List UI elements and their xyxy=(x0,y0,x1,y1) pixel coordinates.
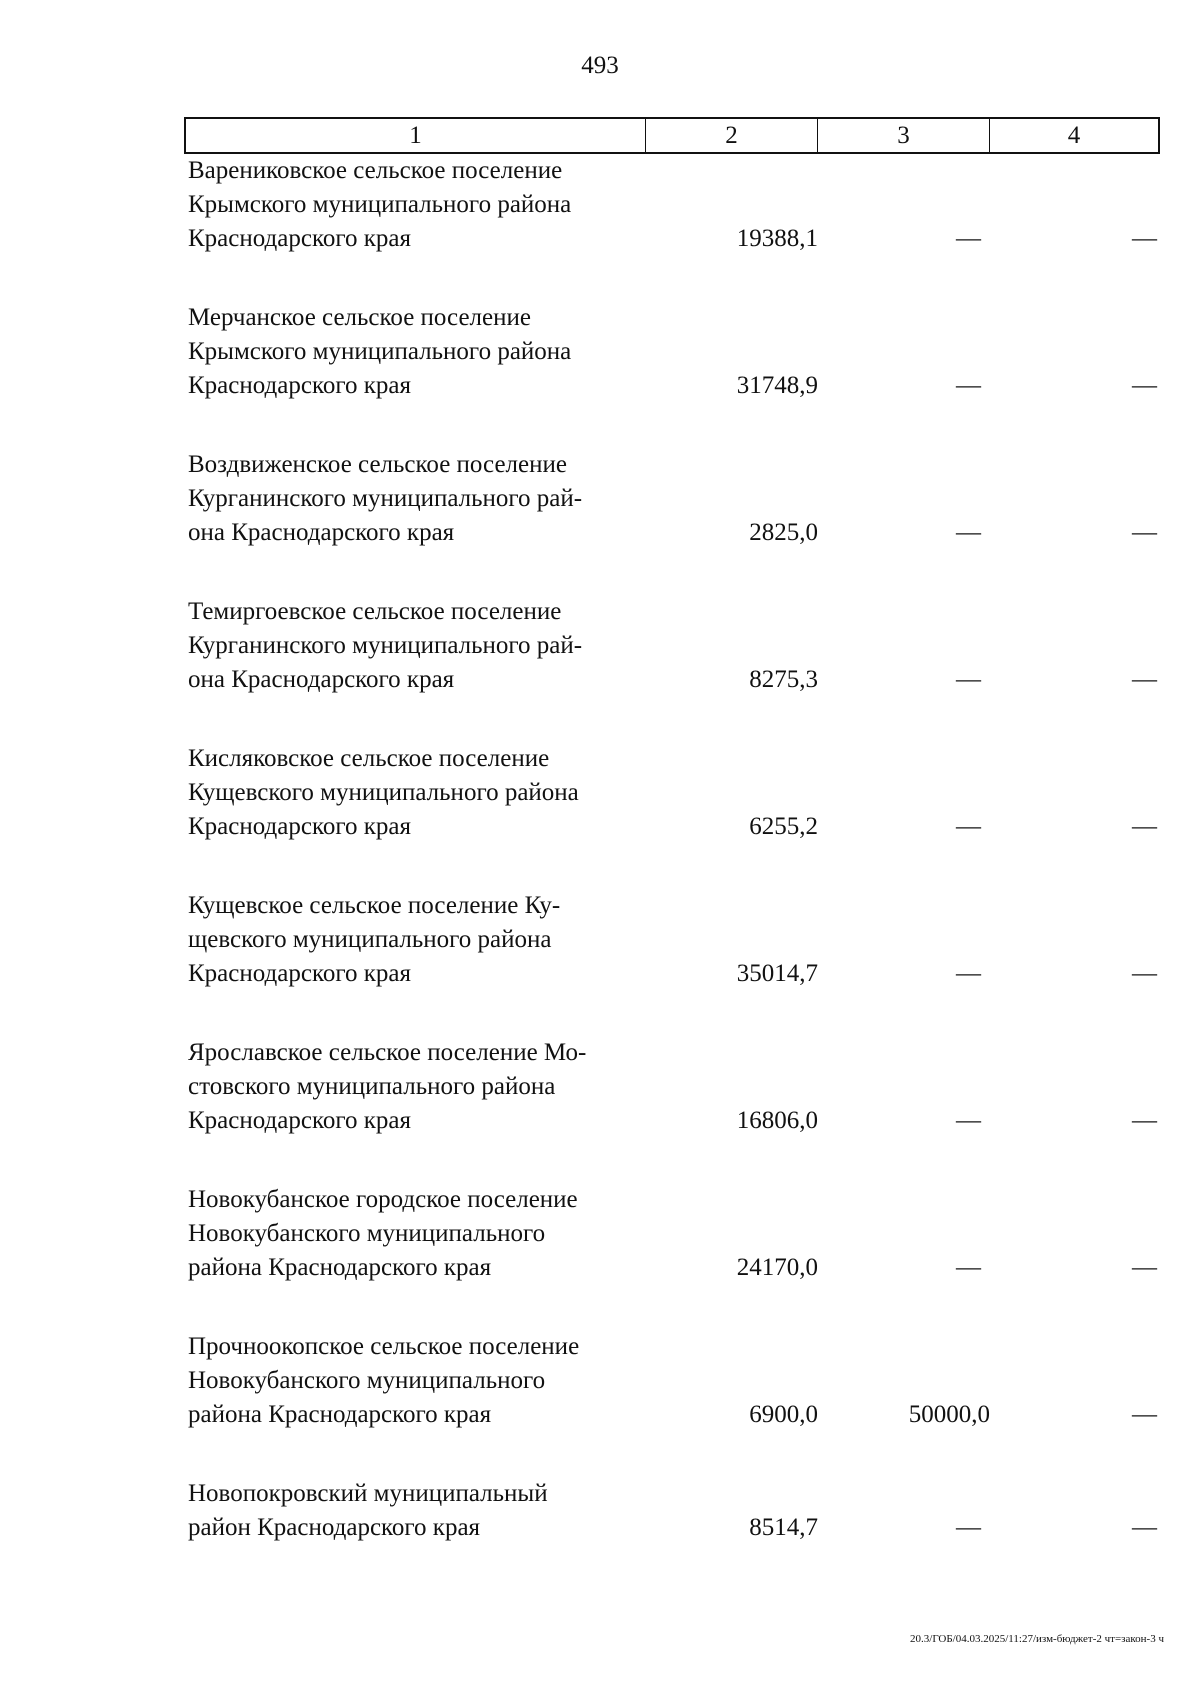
row-name-line: стовского муниципального района xyxy=(188,1073,556,1100)
row-name-line: она Краснодарского края xyxy=(188,519,455,546)
row-name-line: Темиргоевское сельское поселение xyxy=(188,598,562,625)
row-name-line: Крымского муниципального района xyxy=(188,191,572,218)
row-name-line: Новокубанского муниципального xyxy=(188,1220,546,1247)
row-name-line: Новокубанского муниципального xyxy=(188,1367,546,1394)
row-value-col2: 19388,1 xyxy=(736,225,818,252)
row-value-col2: 35014,7 xyxy=(736,960,818,987)
row-name-line: Прочноокопское сельское поселение xyxy=(188,1333,580,1360)
row-value-col4: — xyxy=(1132,1107,1157,1134)
header-cell-3: 3 xyxy=(818,119,990,152)
row-name-line: щевского муниципального района xyxy=(188,926,552,953)
row-name-line: района Краснодарского края xyxy=(188,1401,492,1428)
document-footer-code: 20.3/ГОБ/04.03.2025/11:27/изм-бюджет-2 чт=закон-3 ч xyxy=(910,1633,1164,1645)
row-name-line: Варениковское сельское поселение xyxy=(188,157,563,184)
row-value-col4: — xyxy=(1132,1254,1157,1281)
row-value-col4: — xyxy=(1132,1401,1157,1428)
row-name-line: Кущевского муниципального района xyxy=(188,779,579,806)
row-value-col3: — xyxy=(956,1107,981,1134)
row-value-col4: — xyxy=(1132,519,1157,546)
row-name-line: Курганинского муниципального рай- xyxy=(188,632,583,659)
row-value-col3: — xyxy=(956,225,981,252)
row-name-line: Новопокровский муниципальный xyxy=(188,1480,548,1507)
row-value-col4: — xyxy=(1132,960,1157,987)
row-value-col4: — xyxy=(1132,1514,1157,1541)
row-value-col2: 8514,7 xyxy=(749,1514,818,1541)
row-value-col2: 31748,9 xyxy=(736,372,818,399)
row-value-col2: 6900,0 xyxy=(749,1401,818,1428)
row-name-line: Краснодарского края xyxy=(188,1107,411,1134)
row-name-line: района Краснодарского края xyxy=(188,1254,492,1281)
row-value-col2: 16806,0 xyxy=(736,1107,818,1134)
row-name-line: Краснодарского края xyxy=(188,813,411,840)
header-cell-2: 2 xyxy=(646,119,818,152)
row-name-line: Крымского муниципального района xyxy=(188,338,572,365)
row-value-col3: — xyxy=(956,519,981,546)
row-value-col2: 2825,0 xyxy=(749,519,818,546)
row-name-line: Кисляковское сельское поселение xyxy=(188,745,550,772)
row-name-line: Ярославское сельское поселение Мо- xyxy=(188,1039,587,1066)
table-header xyxy=(184,117,1160,154)
row-name-line: Воздвиженское сельское поселение xyxy=(188,451,567,478)
row-name-line: Курганинского муниципального рай- xyxy=(188,485,583,512)
row-value-col3: — xyxy=(956,1514,981,1541)
row-value-col3: — xyxy=(956,813,981,840)
row-name-line: Краснодарского края xyxy=(188,960,411,987)
row-value-col3: — xyxy=(956,372,981,399)
row-value-col2: 24170,0 xyxy=(736,1254,818,1281)
header-cell-4: 4 xyxy=(1067,122,1081,149)
row-name-line: она Краснодарского края xyxy=(188,666,455,693)
header-cell-1: 1 xyxy=(186,119,646,152)
row-value-col3: — xyxy=(956,666,981,693)
row-name-line: Мерчанское сельское поселение xyxy=(188,304,531,331)
row-name-line: Краснодарского края xyxy=(188,225,411,252)
row-value-col3: 50000,0 xyxy=(908,1401,990,1428)
row-value-col4: — xyxy=(1132,666,1157,693)
row-value-col4: — xyxy=(1132,813,1157,840)
row-value-col4: — xyxy=(1132,372,1157,399)
row-value-col3: — xyxy=(956,960,981,987)
row-value-col2: 6255,2 xyxy=(749,813,818,840)
row-value-col3: — xyxy=(956,1254,981,1281)
row-name-line: район Краснодарского края xyxy=(188,1514,481,1541)
row-name-line: Кущевское сельское поселение Ку- xyxy=(188,892,561,919)
row-name-line: Новокубанское городское поселение xyxy=(188,1186,578,1213)
page-number: 493 xyxy=(581,52,619,79)
row-value-col2: 8275,3 xyxy=(749,666,818,693)
row-value-col4: — xyxy=(1132,225,1157,252)
row-name-line: Краснодарского края xyxy=(188,372,411,399)
